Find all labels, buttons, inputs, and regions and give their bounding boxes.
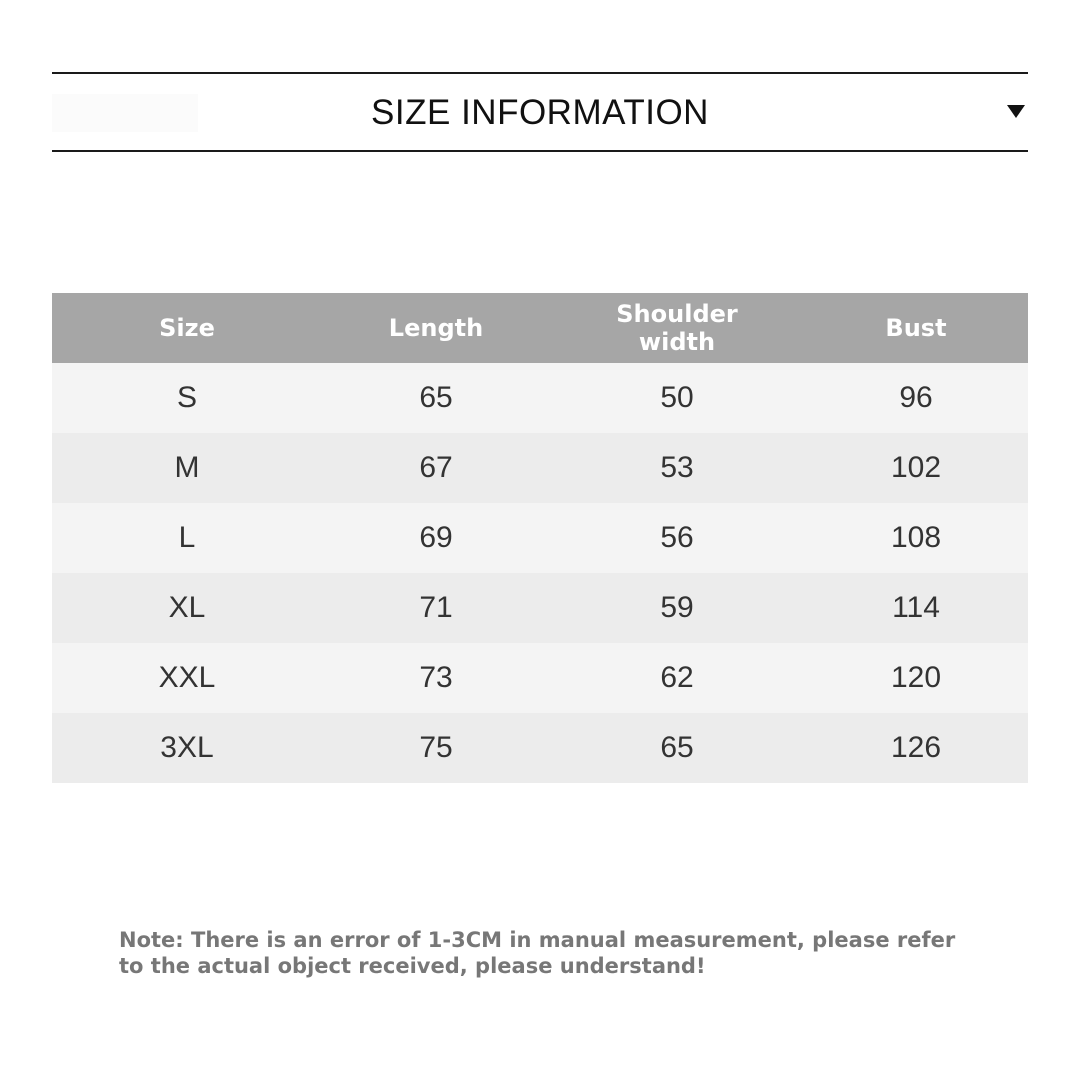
page-title: SIZE INFORMATION [371,93,709,132]
table-row [52,433,1028,503]
table-row [52,363,1028,433]
column-header-shoulder-width: Shoulder width [550,293,804,363]
cell-shoulder-width: 65 [550,713,804,783]
cell-size: L [52,503,322,573]
cell-bust: 114 [804,573,1028,643]
cell-size: XXL [52,643,322,713]
cell-shoulder-width: 53 [550,433,804,503]
cell-length: 67 [322,433,550,503]
table-row [52,643,1028,713]
cell-length: 73 [322,643,550,713]
cell-size: M [52,433,322,503]
cell-shoulder-width: 50 [550,363,804,433]
cell-bust: 102 [804,433,1028,503]
cell-bust: 120 [804,643,1028,713]
cell-shoulder-width: 62 [550,643,804,713]
table-row [52,713,1028,783]
table-header-row [52,293,1028,363]
cell-bust: 126 [804,713,1028,783]
cell-length: 71 [322,573,550,643]
table-row [52,573,1028,643]
table-row [52,503,1028,573]
cell-length: 69 [322,503,550,573]
cell-size: XL [52,573,322,643]
column-header-bust: Bust [804,293,1028,363]
cell-bust: 108 [804,503,1028,573]
cell-shoulder-width: 56 [550,503,804,573]
size-table [52,293,1028,783]
cell-length: 65 [322,363,550,433]
cell-size: S [52,363,322,433]
cell-shoulder-width: 59 [550,573,804,643]
size-information-header [52,72,1028,152]
cell-length: 75 [322,713,550,783]
column-header-length: Length [322,293,550,363]
cell-size: 3XL [52,713,322,783]
triangle-down-icon[interactable] [1007,105,1025,118]
cell-bust: 96 [804,363,1028,433]
column-header-size: Size [52,293,322,363]
measurement-note: Note: There is an error of 1-3CM in manual measurement, please refer to the actual object received, please understand! [119,928,956,978]
